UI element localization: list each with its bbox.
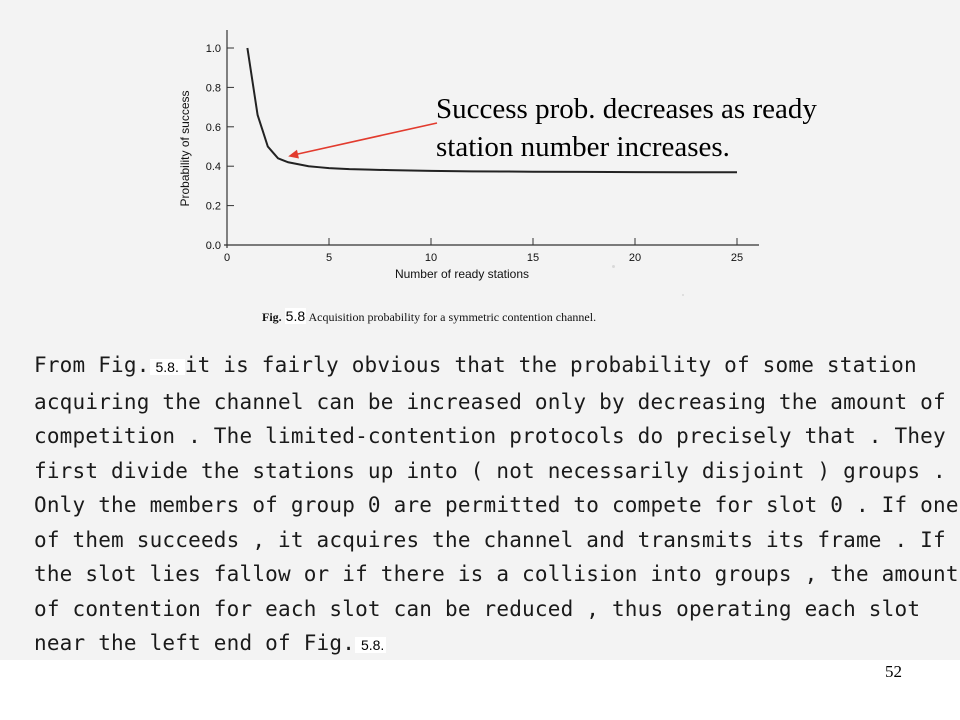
x-tick-label: 25 [730,252,744,264]
y-tick-label: 0.8 [205,82,221,95]
x-tick-label: 10 [424,252,438,264]
y-axis-label: Probability of success [178,90,192,207]
x-tick-label: 5 [325,252,333,264]
arrow-head [288,150,299,159]
caption-figure-number: 5.8 [285,308,306,324]
y-tick-label: 0.2 [205,200,221,213]
caption-text: Acquisition probability for a symmetric contention channel. [308,310,597,324]
paragraph-text: it is fairly obvious that the probability of some station [184,353,917,377]
paragraph-line [34,454,946,489]
paragraph-text: Only the members of group 0 are permitted to compete for slot 0 . If one [34,493,959,517]
scan-speck [682,294,684,296]
figure-reference: 5.8. [357,637,385,653]
paragraph-text: of them succeeds , it acquires the channel and transmits its frame . If [34,527,946,552]
x-tick-label: 20 [628,252,642,264]
paragraph-line [34,488,959,523]
callout-arrow [288,123,437,159]
y-tick-label: 1.0 [205,43,221,55]
paragraph-line [34,557,959,592]
callout-line: station number increases. [436,131,730,163]
y-tick-label: 0.6 [205,121,221,134]
paragraph-text: competition . The limited-contention protocols do precisely that . They [34,424,946,448]
paragraph-line [34,523,946,558]
x-tick-label: 15 [526,252,540,264]
arrow-shaft [296,123,437,154]
paragraph-line [34,385,946,420]
figure-reference: 5.8. [151,359,183,375]
paragraph-text: near the left end of Fig. [34,631,356,655]
paragraph-line [34,419,946,454]
body-paragraph [34,348,959,663]
y-tick-label: 0.0 [205,240,221,252]
paragraph-line [34,348,934,385]
paragraph-text: acquiring the channel can be increased only by decreasing the amount of [34,389,946,414]
y-tick-label: 0.4 [205,161,221,174]
paragraph-text: From Fig. [34,353,150,377]
caption-prefix: Fig. [262,310,282,324]
paragraph-text: the slot lies fallow or if there is a collision into groups , the amount [34,562,959,586]
x-tick-label: 0 [223,252,231,264]
paragraph-line [34,626,934,663]
callout-text [436,90,886,166]
paragraph-text: of contention for each slot can be reduced , thus operating each slot [34,596,921,621]
paragraph-text: first divide the stations up into ( not necessarily disjoint ) groups . [34,458,946,483]
callout-line: Success prob. decreases as ready [436,93,817,125]
page-number: 52 [885,662,902,681]
paragraph-line [34,592,934,627]
x-axis-label: Number of ready stations [394,267,530,281]
figure-caption [262,308,596,325]
